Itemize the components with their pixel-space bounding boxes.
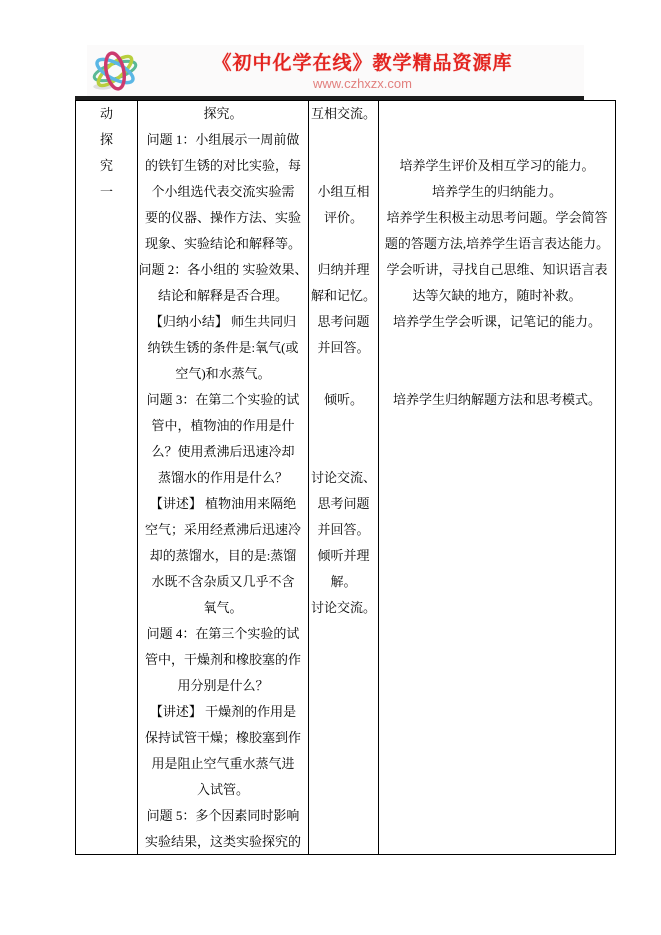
site-title: 《初中化学在线》教学精品资源库 [212, 52, 513, 74]
text-line: 【讲述】 植物油用来隔绝 [149, 496, 297, 511]
text-line: 问题 3：在第二个实验的试 [146, 392, 300, 407]
text-line: 【讲述】 干燥剂的作用是 [149, 704, 297, 719]
text-line: 并回答。 [317, 522, 370, 537]
text-line: 讨论交流。 [310, 600, 376, 615]
text-line: 培养学生归纳解题方法和思考模式。 [392, 392, 601, 407]
text-line: 解和记忆。 [310, 288, 376, 303]
text-line: 学会听讲，寻找自己思维、知识语言表 [386, 262, 608, 277]
site-url: www.czhxzx.com [313, 75, 412, 91]
text-line: 管中，干燥剂和橡胶塞的作 [144, 652, 301, 667]
text-line: 达等欠缺的地方，随时补救。 [412, 288, 582, 303]
text-line: 问题 4：在第三个实验的试 [146, 626, 300, 641]
text-line [379, 335, 615, 361]
text-line [379, 803, 615, 829]
text-line [379, 699, 615, 725]
text-line: 实验结果，这类实验探究的 [144, 834, 301, 849]
text-line [309, 751, 378, 777]
text-line: 保持试管干燥；橡胶塞到作 [144, 730, 301, 745]
text-line [379, 621, 615, 647]
text-line: 互相交流。 [310, 106, 376, 121]
text-line: 归纳并理 [317, 262, 370, 277]
text-line [309, 699, 378, 725]
column-design-intent [379, 101, 615, 854]
text-line: 么？使用煮沸后迅速冷却 [151, 444, 295, 459]
text-line: 小组互相 [317, 184, 370, 199]
text-line: 管中，植物油的作用是什 [151, 418, 295, 433]
text-line: 用分别是什么？ [177, 678, 269, 693]
text-line [379, 543, 615, 569]
text-line: 动 [99, 106, 113, 121]
text-line: 并回答。 [317, 340, 370, 355]
text-line [379, 101, 615, 127]
text-line: 问题 1：小组展示一周前做 [146, 132, 300, 147]
text-line [309, 647, 378, 673]
text-line: 现象、实验结论和解释等。 [144, 236, 301, 251]
text-line: 结论和解释是否合理。 [157, 288, 288, 303]
lesson-plan-table [75, 100, 616, 855]
text-line [309, 439, 378, 465]
text-line: 究 [99, 158, 113, 173]
text-line [379, 439, 615, 465]
text-line [309, 621, 378, 647]
text-line [309, 803, 378, 829]
text-line [379, 751, 615, 777]
text-line [379, 777, 615, 803]
text-line: 氧气。 [203, 600, 243, 615]
text-line [309, 725, 378, 751]
text-line: 讨论交流、 [310, 470, 376, 485]
text-line [309, 127, 378, 153]
text-line: 问题 2：各小组的 实验效果、 [138, 262, 308, 277]
text-line: 培养学生的归纳能力。 [431, 184, 562, 199]
text-line: 思考问题 [317, 496, 370, 511]
text-line [309, 829, 378, 854]
text-line [379, 673, 615, 699]
text-line: 培养学生积极主动思考问题。学会简答 [386, 210, 608, 225]
column-teacher-activity [138, 101, 309, 854]
text-line: 培养学生评价及相互学习的能力。 [399, 158, 595, 173]
text-line: 却的蒸馏水，目的是:蒸馏 [149, 548, 297, 563]
text-line [379, 127, 615, 153]
text-line: 培养学生学会听课，记笔记的能力。 [392, 314, 601, 329]
text-line [309, 231, 378, 257]
text-line: 纳铁生锈的条件是:氧气(或 [147, 340, 299, 355]
text-line: 个小组选代表交流实验需 [151, 184, 295, 199]
header-text-block [141, 45, 584, 97]
column-activity-stage [76, 101, 138, 854]
text-line [379, 569, 615, 595]
text-line [379, 517, 615, 543]
text-line: 蒸馏水的作用是什么？ [157, 470, 288, 485]
text-line [309, 777, 378, 803]
text-line [309, 673, 378, 699]
column-student-activity [309, 101, 379, 854]
text-line: 空气)和水蒸气。 [175, 366, 271, 381]
text-line: 探究。 [203, 106, 243, 121]
text-line [379, 829, 615, 854]
text-line: 的铁钉生锈的对比实验，每 [144, 158, 301, 173]
text-line: 解。 [330, 574, 357, 589]
resource-site-header [87, 45, 584, 97]
text-line: 用是阻止空气重水蒸气进 [151, 756, 295, 771]
text-line [379, 491, 615, 517]
text-line: 题的答题方法,培养学生语言表达能力。 [384, 236, 610, 251]
text-line: 倾听并理 [317, 548, 370, 563]
text-line: 要的仪器、操作方法、实验 [144, 210, 301, 225]
text-line: 【归纳小结】 师生共同归 [149, 314, 297, 329]
text-line: 问题 5：多个因素同时影响 [146, 808, 300, 823]
atom-logo-icon [89, 45, 141, 97]
text-line: 水既不含杂质又几乎不含 [151, 574, 295, 589]
text-line [379, 725, 615, 751]
text-line [379, 465, 615, 491]
text-line: 入试管。 [196, 782, 249, 797]
text-line: 一 [99, 184, 113, 199]
text-line: 思考问题 [317, 314, 370, 329]
text-line: 探 [99, 132, 113, 147]
text-line [379, 595, 615, 621]
text-line [379, 413, 615, 439]
text-line [309, 153, 378, 179]
text-line [309, 361, 378, 387]
text-line: 倾听。 [323, 392, 363, 407]
text-line [379, 361, 615, 387]
text-line: 空气；采用经煮沸后迅速冷 [144, 522, 301, 537]
text-line [379, 647, 615, 673]
text-line [309, 413, 378, 439]
text-line: 评价。 [323, 210, 363, 225]
